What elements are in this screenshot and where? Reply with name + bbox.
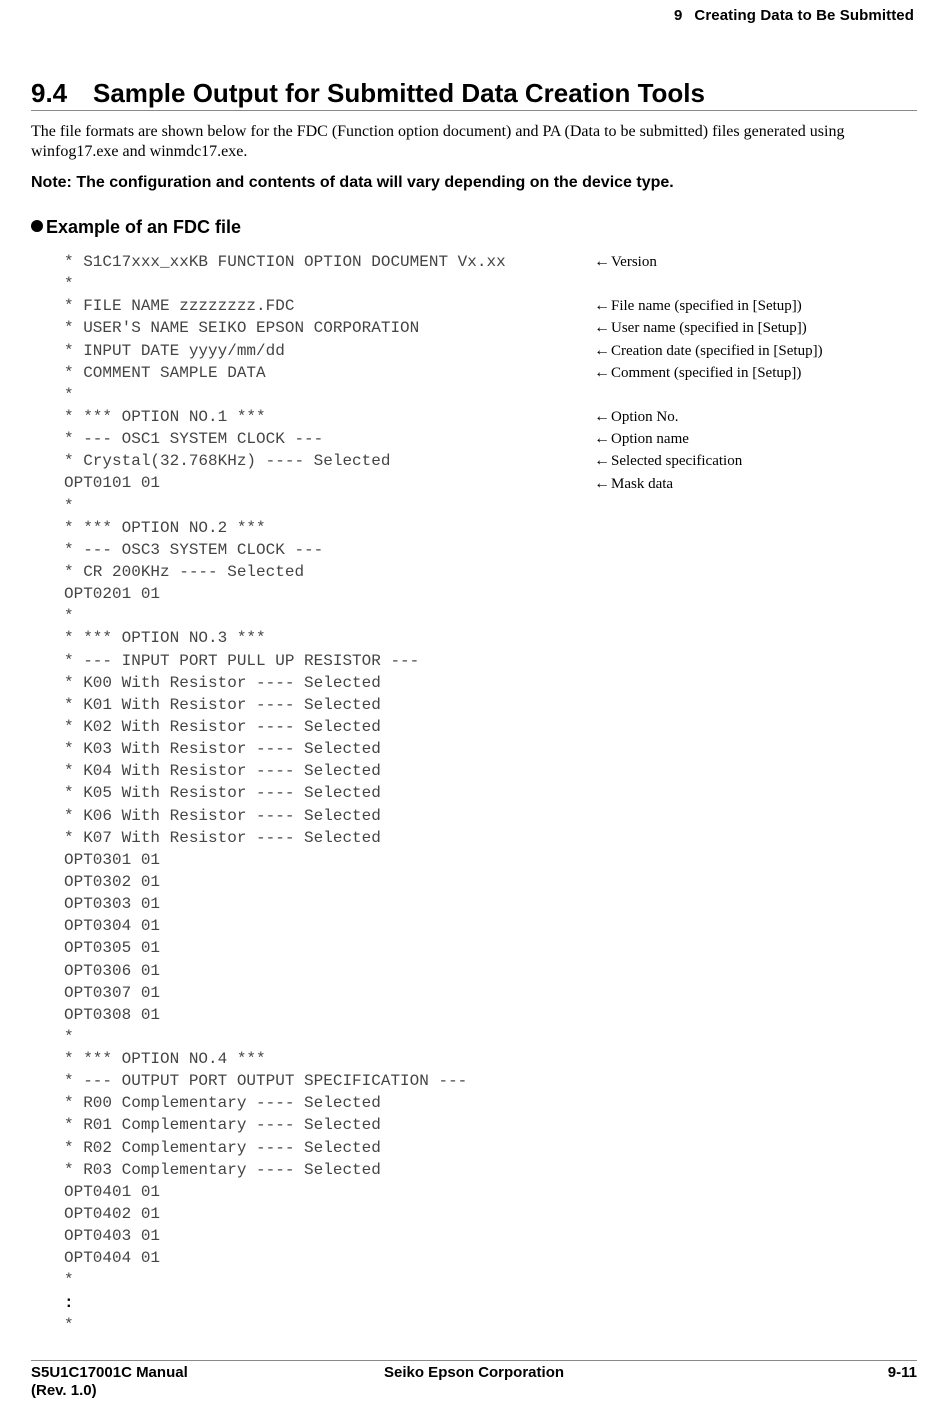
code-line: *: [64, 1027, 74, 1046]
code-line: *: [64, 385, 74, 404]
chapter-title: Creating Data to Be Submitted: [694, 7, 914, 24]
running-header: [674, 7, 914, 24]
code-line: * R03 Complementary ---- Selected: [64, 1160, 381, 1179]
code-line: * INPUT DATE yyyy/mm/dd: [64, 341, 285, 360]
code-line: OPT0306 01: [64, 961, 161, 980]
code-line: * CR 200KHz ---- Selected: [64, 562, 305, 581]
code-line: * --- OUTPUT PORT OUTPUT SPECIFICATION ---: [64, 1072, 468, 1091]
bullet-icon: [31, 220, 43, 232]
code-line: * R01 Complementary ---- Selected: [64, 1116, 381, 1135]
left-arrow-icon: ←: [594, 297, 610, 315]
left-arrow-icon: ←: [594, 363, 610, 381]
annotation-label: [594, 473, 673, 495]
footer-manual-name: S5U1C17001C Manual: [31, 1364, 188, 1381]
footer-page-number: 9-11: [887, 1364, 917, 1381]
code-line: *: [64, 607, 74, 626]
code-line: OPT0403 01: [64, 1227, 161, 1246]
left-arrow-icon: ←: [594, 430, 610, 448]
footer-company: Seiko Epson Corporation: [384, 1364, 565, 1381]
left-arrow-icon: ←: [594, 253, 610, 270]
annotation-label: [594, 428, 689, 450]
annotation-text: Comment (specified in [Setup]): [611, 364, 802, 381]
code-line: * K05 With Resistor ---- Selected: [64, 784, 381, 803]
code-line: OPT0101 01: [64, 474, 161, 493]
code-line: * K02 With Resistor ---- Selected: [64, 717, 381, 736]
annotation-text: Creation date (specified in [Setup]): [611, 342, 823, 359]
left-arrow-icon: ←: [594, 341, 610, 359]
annotation-label: [594, 340, 823, 362]
code-line: * K03 With Resistor ---- Selected: [64, 740, 381, 759]
code-line: * FILE NAME zzzzzzzz.FDC: [64, 297, 295, 316]
code-line: * Crystal(32.768KHz) ---- Selected: [64, 452, 391, 471]
code-line: * USER'S NAME SEIKO EPSON CORPORATION: [64, 319, 420, 338]
code-line: *: [64, 1271, 74, 1290]
code-line: OPT0305 01: [64, 939, 161, 958]
code-line: OPT0307 01: [64, 983, 161, 1002]
code-line: OPT0301 01: [64, 850, 161, 869]
code-line: * --- OSC3 SYSTEM CLOCK ---: [64, 540, 324, 559]
code-line: * *** OPTION NO.1 ***: [64, 407, 266, 426]
code-line: OPT0401 01: [64, 1182, 161, 1201]
note-paragraph: Note: The configuration and contents of data will vary depending on the device type.: [31, 174, 674, 191]
code-line: OPT0404 01: [64, 1249, 161, 1268]
example-heading: [31, 216, 241, 238]
code-line: * K06 With Resistor ---- Selected: [64, 806, 381, 825]
footer-left: [31, 1364, 188, 1400]
annotation-text: Selected specification: [611, 453, 743, 470]
annotation-text: Version: [611, 254, 657, 270]
annotation-label: [594, 362, 801, 384]
left-arrow-icon: ←: [594, 474, 610, 492]
annotation-label: [594, 450, 742, 472]
left-arrow-icon: ←: [594, 452, 610, 470]
annotation-text: Option name: [611, 431, 689, 448]
code-line: :: [64, 1293, 74, 1312]
code-line: OPT0308 01: [64, 1005, 161, 1024]
annotation-text: Mask data: [611, 475, 674, 492]
intro-paragraph: The file formats are shown below for the FDC (Function option document) and PA (Data to be submitted) files generated using winfog17.exe and winmdc17.exe.: [31, 123, 845, 160]
fdc-code-listing: [64, 251, 604, 1336]
code-line: * K07 With Resistor ---- Selected: [64, 828, 381, 847]
code-line: * K01 With Resistor ---- Selected: [64, 695, 381, 714]
code-line: * K04 With Resistor ---- Selected: [64, 762, 381, 781]
example-heading-text: Example of an FDC file: [46, 217, 242, 237]
code-line: *: [64, 1315, 74, 1334]
annotation-text: File name (specified in [Setup]): [611, 298, 802, 315]
annotation-label: [594, 317, 807, 339]
page-footer: [31, 1360, 917, 1399]
section-title: [31, 76, 917, 111]
code-line: * *** OPTION NO.2 ***: [64, 518, 266, 537]
section-heading: Sample Output for Submitted Data Creation Tools: [93, 78, 705, 108]
code-line: OPT0201 01: [64, 585, 161, 604]
code-line: * --- INPUT PORT PULL UP RESISTOR ---: [64, 651, 420, 670]
code-line: * *** OPTION NO.3 ***: [64, 629, 266, 648]
code-line: OPT0303 01: [64, 895, 161, 914]
code-line: * K00 With Resistor ---- Selected: [64, 673, 381, 692]
code-line: OPT0402 01: [64, 1205, 161, 1224]
section-number: 9.4: [31, 78, 68, 108]
code-line: OPT0304 01: [64, 917, 161, 936]
left-arrow-icon: ←: [594, 408, 610, 426]
annotation-label: [594, 251, 657, 273]
footer-revision: (Rev. 1.0): [31, 1382, 97, 1399]
annotation-text: User name (specified in [Setup]): [611, 320, 807, 337]
code-line: *: [64, 496, 74, 515]
code-line: * S1C17xxx_xxKB FUNCTION OPTION DOCUMENT Vx.xx: [64, 253, 506, 271]
code-line: * R02 Complementary ---- Selected: [64, 1138, 381, 1157]
code-line: * R00 Complementary ---- Selected: [64, 1094, 381, 1113]
code-line: *: [64, 275, 74, 294]
code-line: * *** OPTION NO.4 ***: [64, 1050, 266, 1069]
left-arrow-icon: ←: [594, 319, 610, 337]
code-line: * --- OSC1 SYSTEM CLOCK ---: [64, 430, 324, 449]
code-line: OPT0302 01: [64, 872, 161, 891]
annotation-text: Option No.: [611, 409, 679, 426]
annotation-label: [594, 406, 679, 428]
code-line: * COMMENT SAMPLE DATA: [64, 363, 266, 382]
chapter-number: 9: [673, 7, 683, 24]
annotation-label: [594, 295, 802, 317]
